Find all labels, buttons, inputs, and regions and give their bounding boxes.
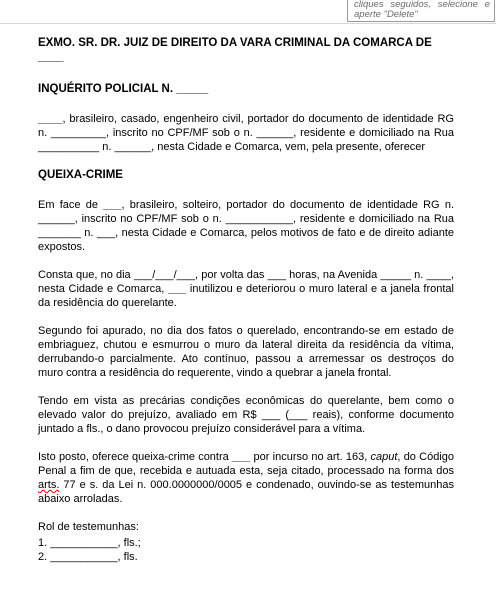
paragraph-em-face	[38, 198, 454, 254]
testemunha-2: 2. ___________, fls.	[38, 551, 138, 563]
querelado-blank-2: ___	[167, 283, 187, 295]
querelado-blank-3: ___	[231, 451, 251, 463]
arts-spellcheck-word: arts.	[38, 479, 60, 491]
toolbar-divider	[0, 23, 496, 24]
p4-text-a: Tendo em vista as precárias condições econômicas do querelante, bem como o elevado valor do prejuízo, avaliado em R$	[38, 395, 454, 421]
queixa-crime-heading: QUEIXA-CRIME	[38, 169, 123, 181]
p5-text-a: Isto posto, oferece queixa-crime contra	[38, 451, 232, 463]
paragraph-apurado: Segundo foi apurado, no dia dos fatos o querelado, encontrando-se em estado de embriaguez, chutou e esmurrou o muro da lateral direita da residência da vítima, derrubando-o parcialmente. Ato contínuo, passou a arremessar os destroços do muro contra a residência do requerente, vindo a quebrar a janela frontal.	[38, 325, 454, 379]
querelante-blank: ____	[38, 113, 63, 125]
p2-text-a: Consta que, no dia ___/___/___, por volta das ___ horas, na Avenida _____ n. ____, nesta Cidade e Comarca,	[38, 269, 454, 295]
p2-text-b: inutilizou e deteriorou o muro lateral e a janela frontal da residência do querelante.	[38, 283, 454, 309]
document-page[interactable]	[38, 36, 454, 564]
rol-testemunhas-title: Rol de testemunhas:	[38, 521, 139, 533]
valor-blank: ___	[261, 409, 281, 421]
querelado-blank: ___	[103, 199, 122, 211]
p5-text-d: 77 e s. da Lei n. 000.0000000/0005 e condenado, ouvindo-se as testemunhas abaixo arroladas.	[38, 479, 454, 505]
paragraph-consta	[38, 268, 454, 310]
inquerito-heading: INQUÉRITO POLICIAL N. _____	[38, 83, 209, 95]
intro-paragraph	[38, 112, 454, 154]
paragraph-isto-posto	[38, 450, 454, 506]
p1-text-a: Em face de	[38, 199, 104, 211]
p1-text-b: , brasileiro, solteiro, portador do documento de identidade RG n. ______, inscrito no CPF/MF sob o n. ___________, residente e domiciliado na Rua _______ n. ___, nesta Cidade e Comarca, pelos motivos de fato e de direito adiante expostos.	[38, 199, 454, 253]
intro-text: , brasileiro, casado, engenheiro civil, portador do documento de identidade RG n. _________, inscrito no CPF/MF sob o n. ______, residente e domiciliado na Rua __________ n. ______, nesta Cidade e Comarca, vem, pela presente, oferecer	[38, 113, 454, 153]
paragraph-tendo-em-vista	[38, 394, 454, 436]
court-address-heading: EXMO. SR. DR. JUIZ DE DIREITO DA VARA CRIMINAL DA COMARCA DE ____	[38, 37, 432, 63]
p4-text-b: (___ reais), conforme documento juntado a fls., o dano provocou prejuízo considerável para a vítima.	[38, 409, 454, 435]
caput-italic: caput	[370, 451, 398, 463]
p5-text-b: por incurso no art. 163,	[250, 451, 371, 463]
p5-text-c: , do Código Penal a fim de que, recebida e autuada esta, seja citado, processado na forma dos	[38, 451, 454, 477]
delete-hint-tooltip	[347, 0, 495, 22]
delete-hint-text: cliques seguidos, selecione e aperte "Delete"	[354, 0, 490, 20]
testemunha-1: 1. ___________, fls.;	[38, 537, 141, 549]
